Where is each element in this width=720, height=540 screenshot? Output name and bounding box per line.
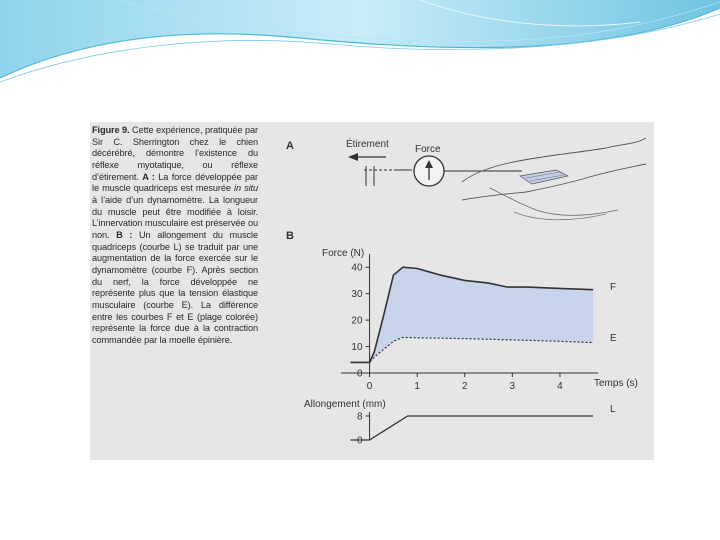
time-x-tick-label: 3 <box>509 381 516 392</box>
force-y-tick-label: 0 <box>356 368 363 380</box>
dog-leg-icon <box>444 138 646 220</box>
force-y-tick-label: 10 <box>351 342 363 354</box>
time-x-tick-label: 4 <box>557 381 563 392</box>
figure-illustration <box>90 122 654 460</box>
figure-scan <box>90 122 654 460</box>
caption-intro: Cette expérience, pratiquée par Sir C. Sherrington chez le chien décérébré, démontre l’existence du réflexe myotatique, ou réflexe d’étirement. <box>92 125 258 182</box>
force-chart <box>341 254 598 392</box>
curve-f-label: F <box>610 282 617 293</box>
panel-a-label: A <box>286 140 294 152</box>
length-axis-title: Allongement (mm) <box>304 399 386 410</box>
time-x-tick-label: 2 <box>461 381 468 392</box>
caption-b-text: Un allongement du muscle quadriceps (courbe L) se traduit par une augmentation de la force exercée sur le dynamomètre (courbe F). Après section du nerf, la force développée ne représente plus que la tension élastique musculaire (courbe E). La différence entre les courbes F et E (plage colorée) représente la force due à la contraction commandée par la moelle épinière. <box>92 229 259 345</box>
time-x-tick-label: 1 <box>414 381 420 392</box>
caption-b-label: B : <box>116 229 133 240</box>
stretch-label: Étirement <box>346 139 389 150</box>
slide-header-banner <box>0 0 720 90</box>
force-y-tick-label: 30 <box>351 289 363 301</box>
caption-a-label: A : <box>142 171 155 182</box>
panel-b-label: B <box>286 230 294 242</box>
series-l-line <box>351 416 594 440</box>
force-axis-title: Force (N) <box>322 248 365 259</box>
force-y-tick-label: 40 <box>351 262 363 274</box>
caption-a-text: La force développée par le muscle quadriceps est mesurée <box>92 171 258 194</box>
length-y-tick-label: 0 <box>356 435 363 447</box>
curve-l-label: L <box>610 404 616 415</box>
force-label: Force <box>415 144 441 155</box>
curve-e-label: E <box>610 333 617 344</box>
stretch-arrow-icon <box>348 153 386 161</box>
time-axis-title: Temps (s) <box>594 378 638 389</box>
caption-a-text-end: à l’aide d’un dynamomètre. La longueur du muscle peut être modifiée à loisir. L’innervation musculaire est préservée ou non. <box>92 194 258 240</box>
muscle-attachment-icon <box>364 166 412 186</box>
time-x-tick-label: 0 <box>366 381 373 392</box>
force-y-tick-label: 20 <box>351 315 363 327</box>
length-y-tick-label: 8 <box>356 411 363 423</box>
figure-label: Figure 9. <box>92 125 130 135</box>
dynamometer-icon <box>414 156 444 186</box>
caption-a-italic: in situ <box>234 183 258 194</box>
length-chart <box>351 412 594 447</box>
